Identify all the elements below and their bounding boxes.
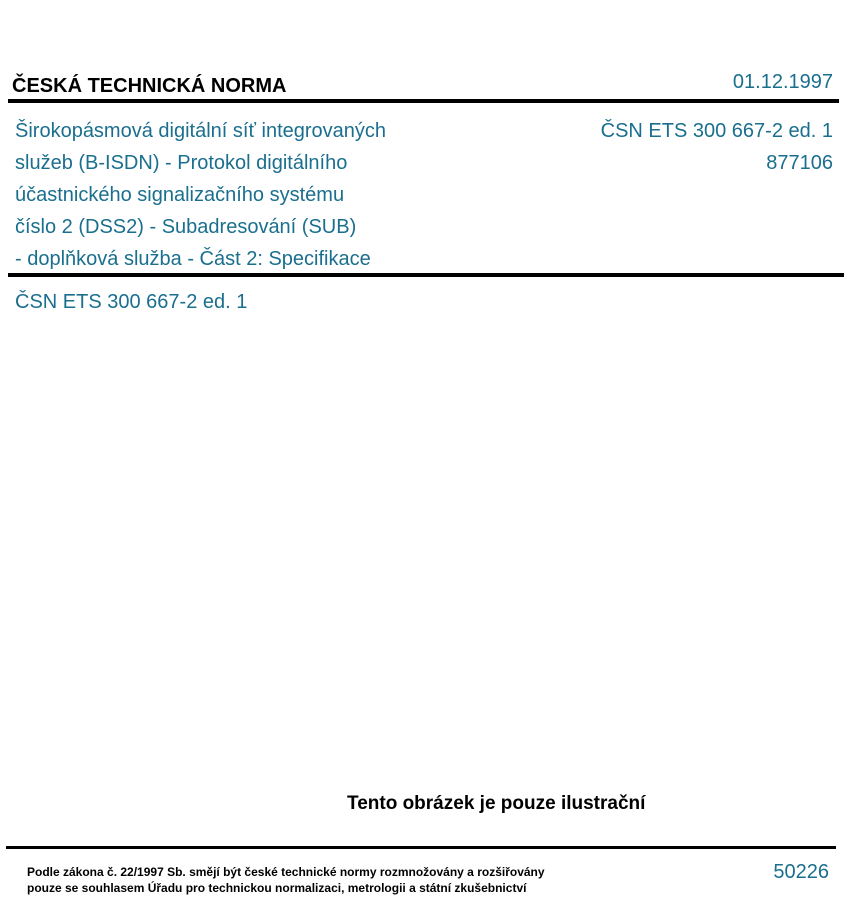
illustration-notice: Tento obrázek je pouze ilustrační	[347, 793, 646, 814]
title-line: - doplňková služba - Část 2: Specifikace	[15, 248, 371, 270]
legal-line: pouze se souhlasem Úřadu pro technickou normalizaci, metrologii a státní zkušebnictví	[27, 881, 527, 895]
title-line: číslo 2 (DSS2) - Subadresování (SUB)	[15, 216, 357, 238]
identifier-block	[601, 115, 833, 179]
title-line: účastnického signalizačního systému	[15, 184, 345, 206]
class-number: 877106	[766, 152, 833, 174]
middle-divider	[8, 273, 844, 277]
bottom-divider	[6, 846, 836, 849]
standard-code: ČSN ETS 300 667-2 ed. 1	[600, 120, 833, 142]
standard-title	[15, 115, 485, 275]
legal-line: Podle zákona č. 22/1997 Sb. smějí být české technické normy rozmnožovány a rozšiřovány	[27, 865, 545, 879]
publication-date: 01.12.1997	[732, 71, 833, 93]
legal-notice	[27, 864, 545, 896]
title-line: Širokopásmová digitální síť integrovaných	[15, 120, 387, 142]
norm-label: ČESKÁ TECHNICKÁ NORMA	[12, 75, 287, 97]
standard-designation: ČSN ETS 300 667-2 ed. 1	[15, 291, 248, 313]
top-divider	[8, 99, 839, 103]
title-line: služeb (B-ISDN) - Protokol digitálního	[15, 152, 348, 174]
catalog-number: 50226	[773, 861, 829, 883]
